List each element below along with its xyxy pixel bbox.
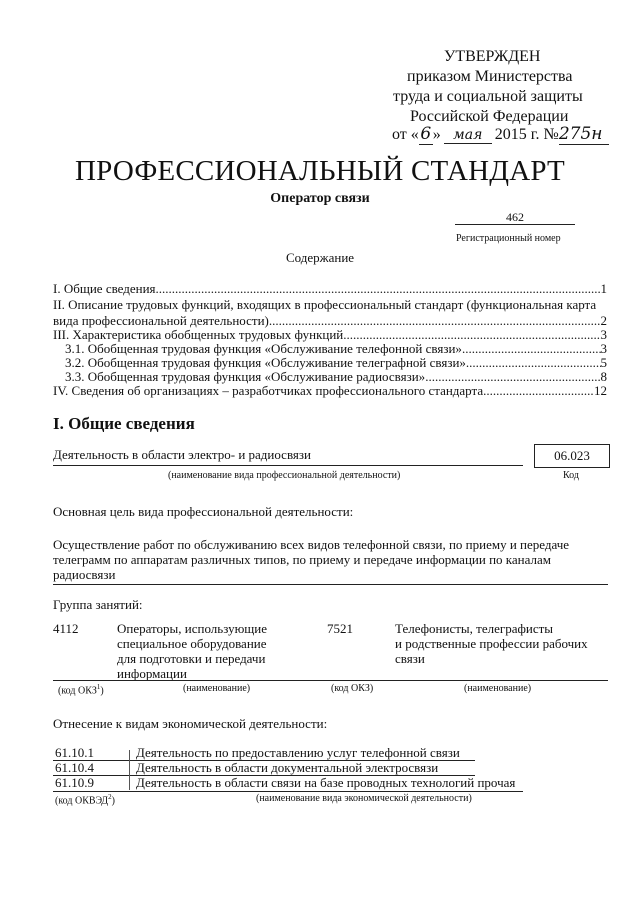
toc-entry-page: 8 <box>600 369 607 384</box>
goal-text-line: телеграмм по аппаратам различных типов, по приему и передаче информации по каналам <box>53 552 551 567</box>
econ-name-caption: (наименование вида экономической деятельности) <box>256 793 472 804</box>
goal-underline <box>53 584 608 585</box>
okved-caption-end: ) <box>111 795 115 807</box>
okz-caption-end: ) <box>100 685 104 697</box>
toc-entry-text: III. Характеристика обобщенных трудовых функций <box>53 327 344 342</box>
okved-caption <box>55 793 115 806</box>
activity-code-box: 06.023 <box>534 444 610 468</box>
occupation-name-line: и родственные профессии рабочих <box>395 636 588 651</box>
date-prefix: от « <box>392 126 419 143</box>
occupation-code: 4112 <box>53 621 79 636</box>
approval-line-4: Российской Федерации <box>410 108 569 125</box>
date-year: 2015 г. № <box>494 126 559 143</box>
approval-line-2: приказом Министерства <box>407 68 573 85</box>
toc-entry-page: 1 <box>600 281 607 296</box>
goal-label: Основная цель вида профессиональной деятельности: <box>53 504 354 519</box>
registration-label: Регистрационный номер <box>456 233 561 244</box>
date-month-handwritten: мая <box>444 127 492 144</box>
approval-line-1: УТВЕРЖДЕН <box>444 48 541 65</box>
goal-text-line: радиосвязи <box>53 567 116 582</box>
occupation-name-line: Операторы, использующие <box>117 621 268 636</box>
okz-caption: (код ОКЗ) <box>331 683 374 694</box>
okz-caption-text: (код ОКЗ <box>58 685 97 697</box>
occupation-name-caption: (наименование) <box>183 683 251 694</box>
econ-code: 61.10.9 <box>55 775 94 790</box>
occupations-underline <box>53 680 608 681</box>
toc-entry-text: 3.1. Обобщенная трудовая функция «Обслуживание телефонной связи» <box>65 341 462 356</box>
activity-area-caption: (наименование вида профессиональной деятельности) <box>168 470 401 481</box>
occupation-name-caption: (наименование) <box>464 683 532 694</box>
page-subtitle: Оператор связи <box>270 191 370 206</box>
toc-entry-text: 3.2. Обобщенная трудовая функция «Обслуживание телеграфной связи» <box>65 355 466 370</box>
goal-text-line: Осуществление работ по обслуживанию всех видов телефонной связи, по приему и передаче <box>53 537 570 552</box>
okz-caption <box>58 683 104 696</box>
toc-entry-page: 5 <box>600 355 607 370</box>
econ-name: Деятельность в области документальной электросвязи <box>136 760 439 775</box>
activity-area-underline <box>53 465 523 466</box>
econ-label: Отнесение к видам экономической деятельности: <box>53 716 328 731</box>
date-day-handwritten: 6 <box>420 124 432 144</box>
footnote-marker: 1 <box>96 683 101 691</box>
occupation-name-line: для подготовки и передачи <box>117 651 266 666</box>
date-mid: » <box>432 126 441 143</box>
toc-entry-text: I. Общие сведения <box>53 281 156 296</box>
toc-entry-page: 3 <box>600 327 607 342</box>
contents-heading: Содержание <box>285 250 355 265</box>
econ-row-underline <box>53 791 523 792</box>
econ-column-divider <box>129 750 130 790</box>
toc-entry[interactable] <box>53 383 607 399</box>
date-number-handwritten: 275н <box>559 124 609 145</box>
registration-number: 462 <box>506 210 524 224</box>
code-caption: Код <box>563 470 579 481</box>
toc-entry-page: 2 <box>600 313 607 328</box>
econ-code: 61.10.1 <box>55 745 94 760</box>
toc-entry-page: 3 <box>600 341 607 356</box>
approval-line-3: труда и социальной защиты <box>393 88 583 105</box>
occupation-name-line: информации <box>117 666 187 681</box>
toc-entry[interactable] <box>53 281 607 297</box>
toc-entry-text: 3.3. Обобщенная трудовая функция «Обслуживание радиосвязи» <box>65 369 426 384</box>
okved-caption-text: (код ОКВЭД <box>55 795 109 807</box>
toc-entry-text: IV. Сведения об организациях – разработчиках профессионального стандарта <box>53 383 484 398</box>
occupation-code: 7521 <box>327 621 353 636</box>
occupation-name-line: связи <box>395 651 425 666</box>
footnote-marker: 2 <box>108 793 112 801</box>
toc-entry-text[interactable]: II. Описание трудовых функций, входящих в профессиональный стандарт (функциональная карта <box>53 297 597 312</box>
toc-entry-page: 12 <box>594 383 607 398</box>
occupation-name-line: Телефонисты, телеграфисты <box>395 621 554 636</box>
toc-entry-text: вида профессиональной деятельности) <box>53 313 269 328</box>
approval-date <box>392 124 609 145</box>
econ-name: Деятельность в области связи на базе проводных технологий прочая <box>136 775 516 790</box>
registration-underline <box>455 224 575 225</box>
econ-name: Деятельность по предоставлению услуг телефонной связи <box>136 745 460 760</box>
econ-code: 61.10.4 <box>55 760 94 775</box>
section-heading: I. Общие сведения <box>53 414 195 433</box>
occupation-group-label: Группа занятий: <box>53 597 143 612</box>
occupation-name-line: специальное оборудование <box>117 636 267 651</box>
activity-area: Деятельность в области электро- и радиосвязи <box>53 447 311 462</box>
page-title: ПРОФЕССИОНАЛЬНЫЙ СТАНДАРТ <box>75 155 565 187</box>
